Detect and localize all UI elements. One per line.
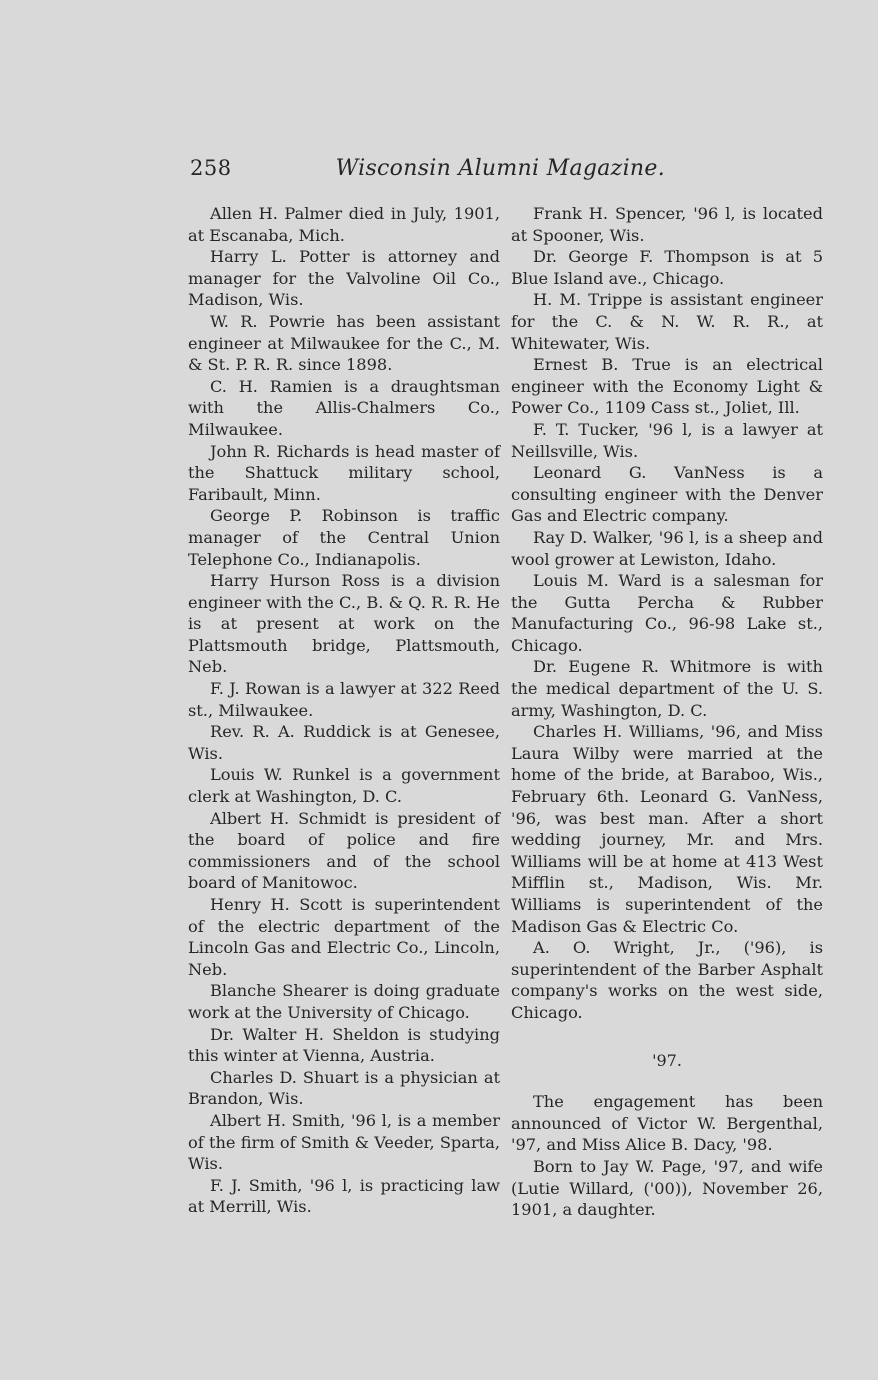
alumni-note: Dr. Walter H. Sheldon is studying this winter at Vienna, Austria.	[188, 1024, 500, 1066]
alumni-note: The engagement has been announced of Victor W. Bergenthal, '97, and Miss Alice B. Dacy, '98.	[511, 1092, 823, 1155]
class-year-heading: '97.	[652, 1050, 682, 1070]
page-header	[190, 156, 665, 186]
alumni-note: Rev. R. A. Ruddick is at Genesee, Wis.	[188, 722, 500, 763]
alumni-note: Allen H. Palmer died in July, 1901, at Escanaba, Mich.	[188, 204, 500, 245]
alumni-note: Louis M. Ward is a salesman for the Gutta Percha & Rubber Manufacturing Co., 96-98 Lake st., Chicago.	[511, 571, 823, 655]
alumni-note: Dr. Eugene R. Whitmore is with the medical department of the U. S. army, Washington, D. C.	[511, 657, 823, 720]
alumni-note: Born to Jay W. Page, '97, and wife (Lutie Willard, ('00)), November 26, 1901, a daughter.	[511, 1156, 823, 1220]
alumni-note: Charles H. Williams, '96, and Miss Laura Wilby were married at the home of the bride, at Baraboo, Wis., February 6th. Leonard G. VanNess, '96, was best man. After a short wedding journey, Mr. and Mrs. Williams will be at home at 413 West Mifflin st., Madison, Wis. Mr. Williams is superintendent of the Madison Gas & Electric Co.	[511, 722, 823, 936]
alumni-note: H. M. Trippe is assistant engineer for the C. & N. W. R. R., at Whitewater, Wis.	[511, 290, 823, 353]
alumni-note: W. R. Powrie has been assistant engineer at Milwaukee for the C., M. & St. P. R. R. since 1898.	[188, 311, 500, 375]
alumni-note: George P. Robinson is traffic manager of the Central Union Telephone Co., Indianapolis.	[188, 506, 500, 569]
alumni-note: John R. Richards is head master of the Shattuck military school, Faribault, Minn.	[188, 441, 500, 504]
alumni-note: Ray D. Walker, '96 l, is a sheep and wool grower at Lewiston, Idaho.	[511, 527, 823, 569]
alumni-note: Albert H. Smith, '96 l, is a member of the firm of Smith & Veeder, Sparta, Wis.	[188, 1110, 500, 1174]
alumni-note: Leonard G. VanNess is a consulting engineer with the Denver Gas and Electric company.	[511, 463, 823, 526]
alumni-note: A. O. Wright, Jr., ('96), is superintendent of the Barber Asphalt company's works on the west side, Chicago.	[511, 938, 823, 1022]
left-column	[188, 203, 500, 1218]
alumni-note: Blanche Shearer is doing graduate work at the University of Chicago.	[188, 981, 500, 1022]
alumni-note: Frank H. Spencer, '96 l, is located at Spooner, Wis.	[511, 204, 823, 245]
alumni-note: Albert H. Schmidt is president of the board of police and fire commissioners and of the school board of Manitowoc.	[188, 808, 500, 893]
alumni-note: F. J. Rowan is a lawyer at 322 Reed st., Milwaukee.	[188, 679, 500, 720]
alumni-note: F. J. Smith, '96 l, is practicing law at Merrill, Wis.	[188, 1175, 500, 1217]
alumni-note: Harry Hurson Ross is a division engineer with the C., B. & Q. R. R. He is at present at work on the Plattsmouth bridge, Plattsmouth, Neb.	[188, 571, 500, 677]
alumni-note: Ernest B. True is an electrical engineer with the Economy Light & Power Co., 1109 Cass st., Joliet, Ill.	[511, 355, 823, 418]
alumni-note: Louis W. Runkel is a government clerk at Washington, D. C.	[188, 765, 500, 807]
alumni-note: F. T. Tucker, '96 l, is a lawyer at Neillsville, Wis.	[511, 419, 823, 461]
alumni-note: C. H. Ramien is a draughtsman with the Allis-Chalmers Co., Milwaukee.	[188, 376, 500, 439]
running-title: Wisconsin Alumni Magazine.	[335, 156, 665, 181]
alumni-note: Henry H. Scott is superintendent of the electric department of the Lincoln Gas and Electric Co., Lincoln, Neb.	[188, 895, 500, 979]
right-column	[511, 203, 823, 1221]
page-number: 258	[190, 156, 232, 180]
alumni-note: Dr. George F. Thompson is at 5 Blue Island ave., Chicago.	[511, 247, 823, 288]
alumni-note: Charles D. Shuart is a physician at Brandon, Wis.	[188, 1067, 500, 1109]
alumni-note: Harry L. Potter is attorney and manager for the Valvoline Oil Co., Madison, Wis.	[188, 247, 500, 310]
